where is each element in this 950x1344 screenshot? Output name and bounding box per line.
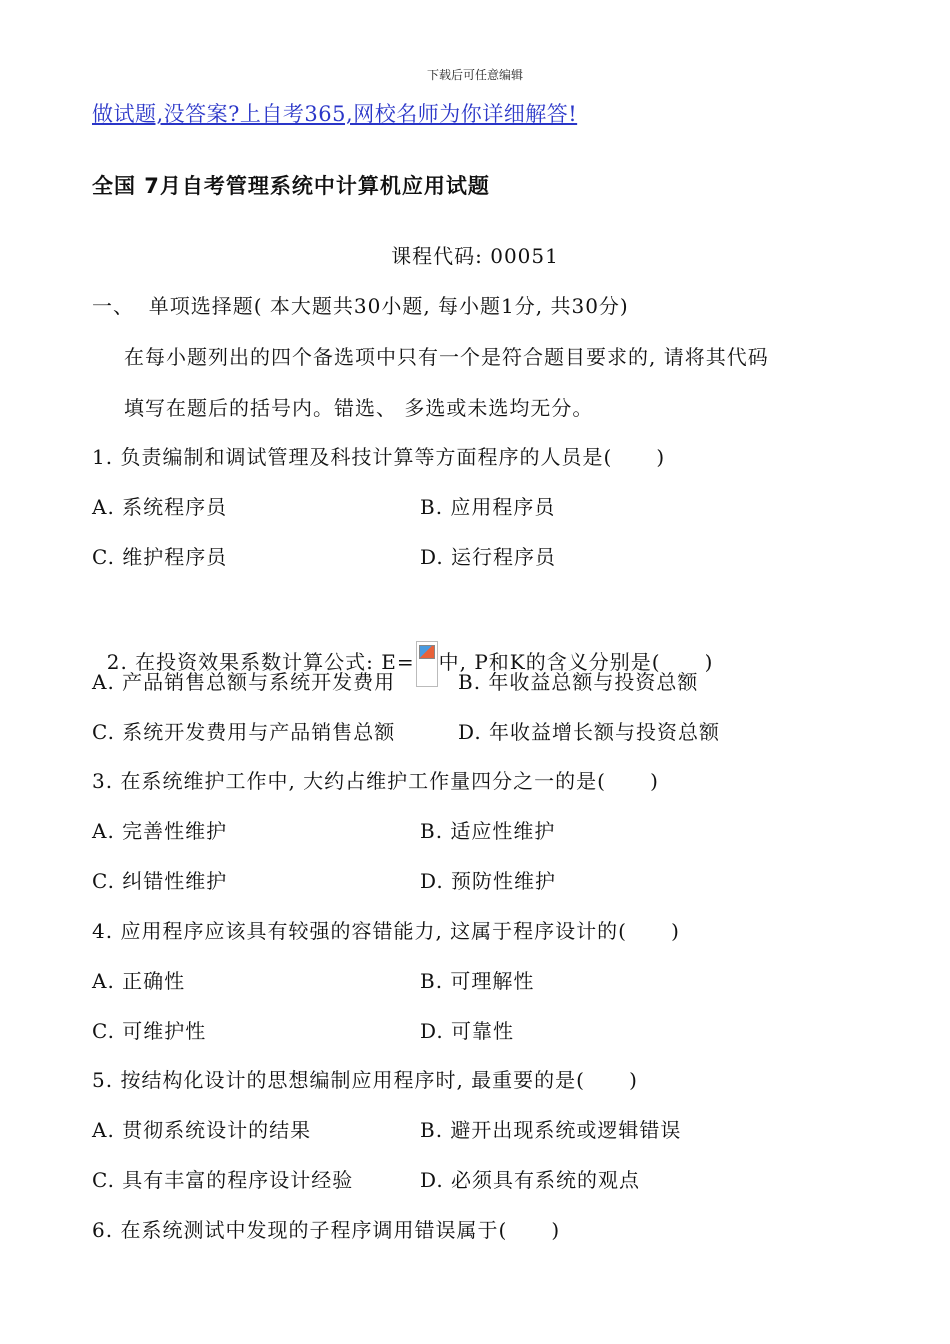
question-6-stem: 6. 在系统测试中发现的子程序调用错误属于( ) [92,1218,561,1242]
question-3-stem: 3. 在系统维护工作中, 大约占维护工作量四分之一的是( ) [92,769,659,793]
question-3-option-a: A. 完善性维护 [92,819,228,843]
question-2-stem-pre: 2. 在投资效果系数计算公式: E= [106,650,415,674]
question-4-option-b: B. 可理解性 [420,969,535,993]
question-3-option-d: D. 预防性维护 [420,869,557,893]
question-3-option-b: B. 适应性维护 [420,819,556,843]
exam-title: 全国 7月自考管理系统中计算机应用试题 [92,174,490,198]
question-4-option-d: D. 可靠性 [420,1019,515,1043]
section-heading: 一、 单项选择题( 本大题共30小题, 每小题1分, 共30分) [92,294,629,318]
page-header: 下载后可任意编辑 [426,68,523,82]
question-2-option-d: D. 年收益增长额与投资总额 [458,720,721,744]
question-4-stem: 4. 应用程序应该具有较强的容错能力, 这属于程序设计的( ) [92,919,680,943]
question-2-option-a: A. 产品销售总额与系统开发费用 [92,670,396,694]
question-3-option-c: C. 纠错性维护 [92,869,228,893]
question-2-option-c: C. 系统开发费用与产品销售总额 [92,720,396,744]
question-5-option-d: D. 必须具有系统的观点 [420,1168,641,1192]
question-2-stem-post: 中, P和K的含义分别是( ) [438,650,714,674]
question-1-option-c: C. 维护程序员 [92,545,228,569]
question-1-option-d: D. 运行程序员 [420,545,557,569]
course-code: 课程代码: 00051 [391,244,559,268]
formula-image-icon [416,641,438,687]
question-5-option-a: A. 贯彻系统设计的结果 [92,1118,312,1142]
question-2-option-b: B. 年收益总额与投资总额 [458,670,699,694]
ad-link[interactable]: 做试题,没答案?上自考365,网校名师为你详细解答! [92,102,578,126]
question-4-option-c: C. 可维护性 [92,1019,207,1043]
question-5-option-c: C. 具有丰富的程序设计经验 [92,1168,354,1192]
instructions-line-1: 在每小题列出的四个备选项中只有一个是符合题目要求的, 请将其代码 [124,345,769,369]
question-1-option-b: B. 应用程序员 [420,495,556,519]
question-4-option-a: A. 正确性 [92,969,186,993]
question-5-stem: 5. 按结构化设计的思想编制应用程序时, 最重要的是( ) [92,1068,638,1092]
instructions-line-2: 填写在题后的括号内。错选、 多选或未选均无分。 [124,396,594,420]
question-1-stem: 1. 负责编制和调试管理及科技计算等方面程序的人员是( ) [92,445,666,469]
question-1-option-a: A. 系统程序员 [92,495,228,519]
question-5-option-b: B. 避开出现系统或逻辑错误 [420,1118,682,1142]
